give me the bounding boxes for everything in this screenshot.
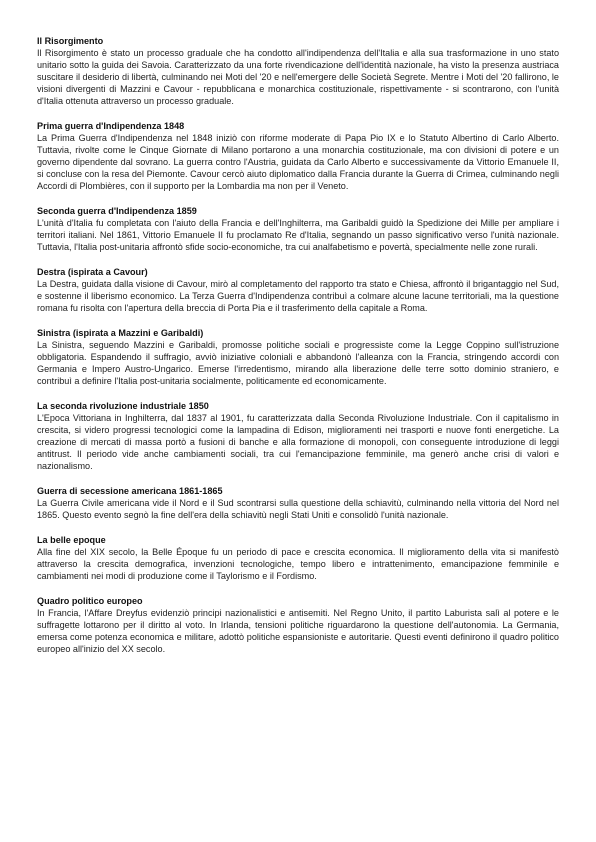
section-prima-guerra bbox=[37, 120, 559, 192]
section-destra bbox=[37, 266, 559, 314]
section-guerra-secessione bbox=[37, 485, 559, 521]
section-title: La belle epoque bbox=[37, 535, 106, 545]
section-title: Seconda guerra d'Indipendenza 1859 bbox=[37, 206, 197, 216]
section-body: La Sinistra, seguendo Mazzini e Garibaldi, promosse politiche sociali e progressiste come la Legge Coppino sull'istruzione obbligatoria. Espandendo il suffragio, avviò iniziative coloniali e abbandonò l'alleanza con la Francia, stringendo accordi con Germania e Impero Austro-Ungarico. Emerse l'irredentismo, mirando alla liberazione delle terre sotto dominio straniero, e contribuì a definire l'Italia post-unitaria socialmente, politicamente ed economicamente. bbox=[37, 340, 559, 386]
section-body: Alla fine del XIX secolo, la Belle Époque fu un periodo di pace e crescita economica. Il miglioramento della vita si manifestò attraverso la crescita demografica, invenzioni tecnologiche, tempo libero e intrattenimento, emancipazione femminile e cambiamenti nei modi di produzione come il Taylorismo e il Fordismo. bbox=[37, 547, 559, 581]
section-title: Destra (ispirata a Cavour) bbox=[37, 267, 148, 277]
section-body: In Francia, l'Affare Dreyfus evidenziò principi nazionalistici e antisemiti. Nel Regno Unito, il partito Laburista salì al potere e le suffragette lottarono per il diritto al voto. In Irlanda, tensioni politiche riguardarono la questione dell'autonomia. La Germania, emersa come potenza economica e militare, adottò politiche espansioniste e autoritarie. Questi eventi definirono il quadro politico europeo all'inizio del XX secolo. bbox=[37, 608, 559, 654]
section-sinistra bbox=[37, 327, 559, 387]
section-body: L'unità d'Italia fu completata con l'aiuto della Francia e dell'Inghilterra, ma Garibaldi guidò la Spedizione dei Mille per ampliare i territori italiani. Nel 1861, Vittorio Emanuele II fu proclamato Re d'Italia, segnando un passo significativo verso l'unità nazionale. Tuttavia, l'Italia post-unitaria affrontò sfide socio-economiche, tra cui analfabetismo e povertà, specialmente nelle zone rurali. bbox=[37, 218, 559, 252]
section-title: Quadro politico europeo bbox=[37, 596, 143, 606]
section-body: Il Risorgimento è stato un processo graduale che ha condotto all'indipendenza dell'Italia e alla sua trasformazione in uno stato unitario sotto la guida dei Savoia. Caratterizzato da una forte rivendicazione dell'identità nazionale, ha visto la presenza austriaca suscitare il desiderio di libertà, culminando nei Moti del '20 e nell'emergere delle Società Segrete. Mentre i Moti del '20 fallirono, le visioni divergenti di Mazzini e Cavour - repubblicana e monarchica costituzionale, rispettivamente - si scontrarono, con l'unità d'Italia ottenuta attraverso un processo graduale. bbox=[37, 48, 559, 106]
section-rivoluzione-industriale bbox=[37, 400, 559, 472]
section-body: La Destra, guidata dalla visione di Cavour, mirò al completamento del rapporto tra stato e Chiesa, affrontò il brigantaggio nel Sud, e sostenne il liberismo economico. La Terza Guerra d'Indipendenza contribuì a colmare alcune lacune territoriali, ma la questione romana fu risolta con l'apertura della breccia di Porta Pia e il trasferimento della capitale a Roma. bbox=[37, 279, 559, 313]
section-body: L'Epoca Vittoriana in Inghilterra, dal 1837 al 1901, fu caratterizzata dalla Seconda Rivoluzione Industriale. Con il capitalismo in crescita, si videro progressi tecnologici come la lampadina di Edison, miglioramenti nei trasporti e nuove fonti energetiche. La creazione di mercati di massa portò a fusioni di banche e alla formazione di monopoli, con conseguente introduzione di leggi antitrust. Il periodo vide anche cambiamenti sociali, tra cui l'emancipazione femminile, ma generò anche crisi di valori e nazionalismo. bbox=[37, 413, 559, 471]
section-title: Guerra di secessione americana 1861-1865 bbox=[37, 486, 223, 496]
section-seconda-guerra bbox=[37, 205, 559, 253]
document-page bbox=[37, 35, 559, 668]
section-title: La seconda rivoluzione industriale 1850 bbox=[37, 401, 209, 411]
section-risorgimento bbox=[37, 35, 559, 107]
section-belle-epoque bbox=[37, 534, 559, 582]
section-body: La Guerra Civile americana vide il Nord e il Sud scontrarsi sulla questione della schiavitù, culminando nella vittoria del Nord nel 1865. Questo evento segnò la fine dell'era della schiavitù negli Stati Uniti e consolidò l'unità nazionale. bbox=[37, 498, 559, 520]
section-quadro-europeo bbox=[37, 595, 559, 655]
section-body: La Prima Guerra d'Indipendenza nel 1848 iniziò con riforme moderate di Papa Pio IX e lo Statuto Albertino di Carlo Alberto. Tuttavia, rivolte come le Cinque Giornate di Milano portarono a una monarchia costituzionale, ma con divisioni di potere e un governo dipendente dal sovrano. La guerra contro l'Austria, guidata da Carlo Alberto e successivamente da Vittorio Emanuele II, si concluse con la resa del Piemonte. Cavour cercò aiuto diplomatico dalla Francia durante la Guerra di Crimea, culminando negli Accordi di Plombières, con il supporto per la Lombardia ma non per il Veneto. bbox=[37, 133, 559, 191]
section-title: Sinistra (ispirata a Mazzini e Garibaldi) bbox=[37, 328, 204, 338]
section-title: Il Risorgimento bbox=[37, 36, 104, 46]
section-title: Prima guerra d'Indipendenza 1848 bbox=[37, 121, 185, 131]
